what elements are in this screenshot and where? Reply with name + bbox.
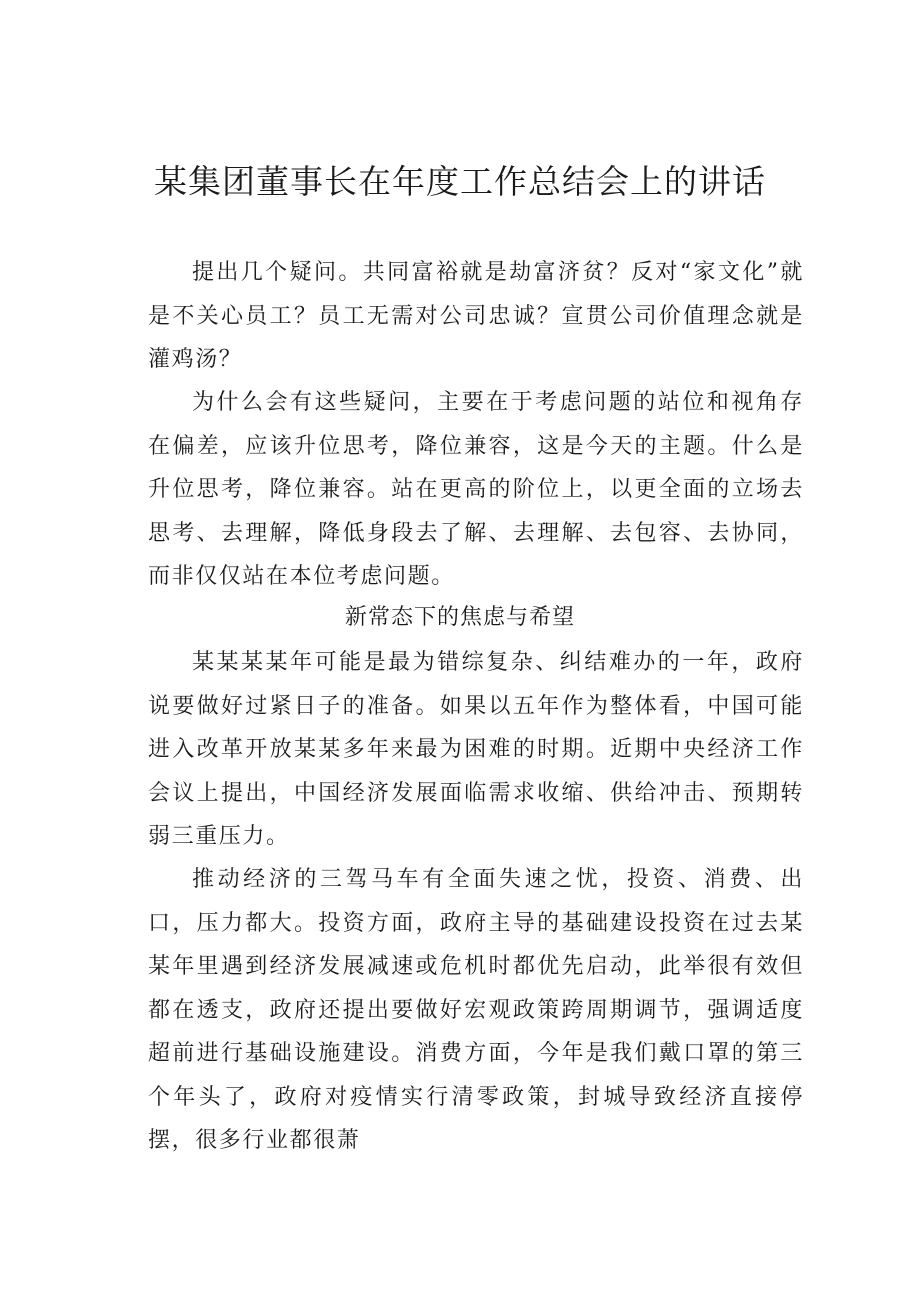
- paragraph-three-drivers: 推动经济的三驾马车有全面失速之忧，投资、消费、出口，压力都大。投资方面，政府主导的基础建设投资在过去某某年里遇到经济发展减速或危机时都优先启动，此举很有效但都在透支，政府还提出要做好宏观政策跨周期调节，强调适度超前进行基础设施建设。消费方面，今年是我们戴口罩的第三个年头了，政府对疫情实行清零政策，封城导致经济直接停摆，很多行业都很萧: [148, 867, 804, 1153]
- paragraph-economy-outlook: 某某某某年可能是最为错综复杂、纠结难办的一年，政府说要做好过紧日子的准备。如果以五年作为整体看，中国可能进入改革开放某某多年来最为困难的时期。近期中央经济工作会议上提出，中国经济发展面临需求收缩、供给冲击、预期转弱三重压力。: [148, 650, 804, 849]
- paragraph-theme: 为什么会有这些疑问，主要在于考虑问题的站位和视角存在偏差，应该升位思考，降位兼容，这是今天的主题。什么是升位思考，降位兼容。站在更高的阶位上，以更全面的立场去思考、去理解，降低身段去了解、去理解、去包容、去协同，而非仅仅站在本位考虑问题。: [148, 390, 804, 589]
- section-heading: 新常态下的焦虑与希望: [344, 605, 575, 630]
- paragraph-questions: 提出几个疑问。共同富裕就是劫富济贫？反对“家文化”就是不关心员工？员工无需对公司忠诚？宣贯公司价值理念就是灌鸡汤？: [148, 260, 804, 372]
- document-title: 某集团董事长在年度工作总结会上的讲话: [154, 162, 766, 201]
